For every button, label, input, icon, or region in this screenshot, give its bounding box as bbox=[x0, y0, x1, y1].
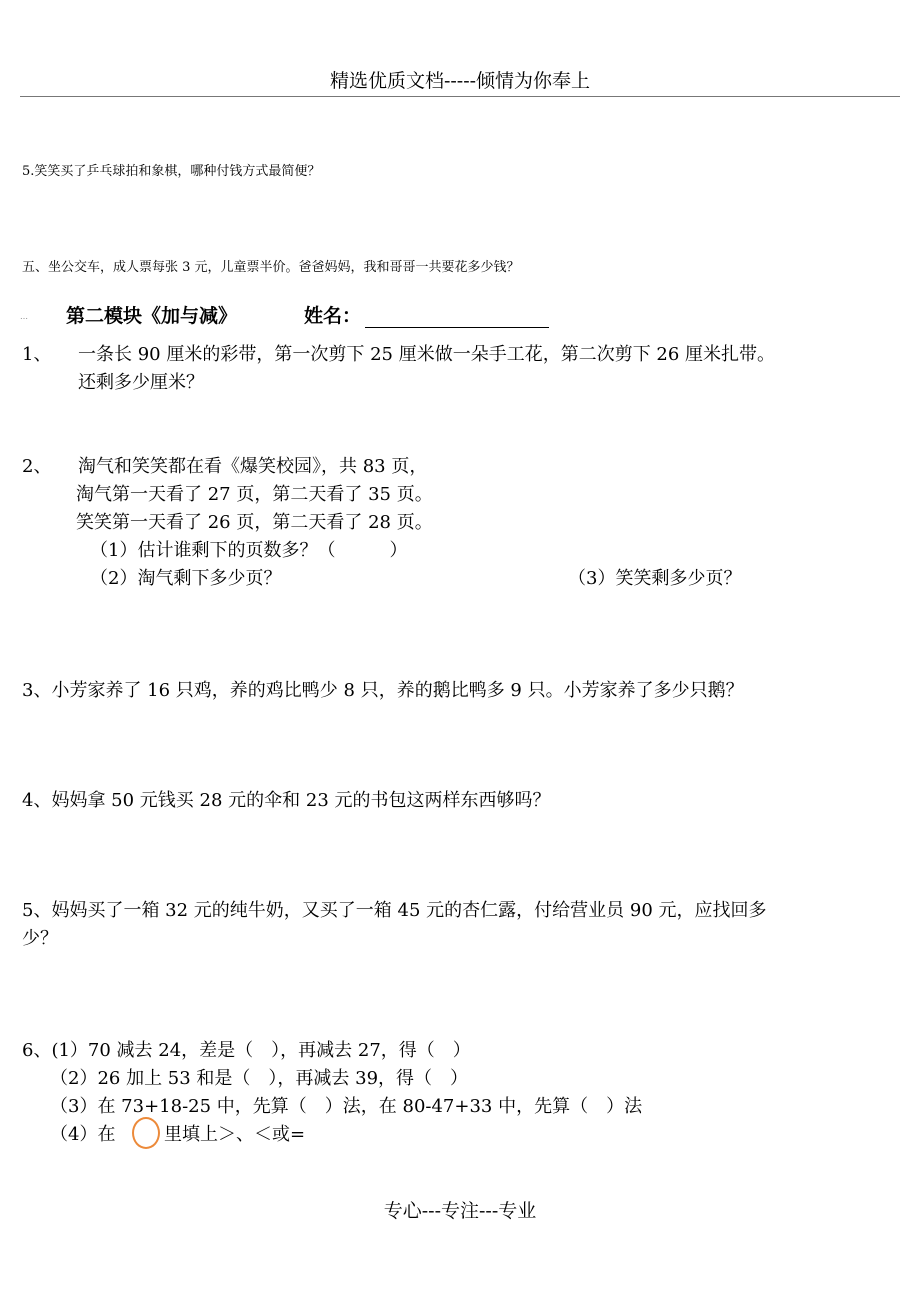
q3-text: 3、小芳家养了 16 只鸡，养的鸡比鸭少 8 只，养的鹅比鸭多 9 只。小芳家养了多少只鹅？ bbox=[22, 680, 744, 701]
module-mark: … bbox=[20, 312, 28, 321]
name-label: 姓名： bbox=[304, 305, 362, 327]
q6-line4-prefix: （4）在 bbox=[50, 1124, 116, 1145]
module-title: 第二模块《加与减》 bbox=[66, 305, 238, 327]
q6-line4-suffix: 里填上＞、＜或= bbox=[164, 1124, 306, 1145]
q2-sub2: （2）淘气剩下多少页？ bbox=[90, 568, 282, 589]
q1-line2: 还剩多少厘米？ bbox=[78, 372, 204, 393]
question-5-top: 5.笑笑买了乒乓球拍和象棋，哪种付钱方式最简便？ bbox=[22, 164, 321, 179]
q5-line1: 5、妈妈买了一箱 32 元的纯牛奶，又买了一箱 45 元的杏仁露，付给营业员 90 元，应找回多 bbox=[22, 900, 767, 921]
q5-line2: 少？ bbox=[22, 928, 58, 949]
q2-line3: 笑笑第一天看了 26 页，第二天看了 28 页。 bbox=[76, 512, 433, 533]
q6-line1: 6、(1）70 减去 24，差是（ ），再减去 27，得（ ） bbox=[22, 1040, 471, 1061]
q4-text: 4、妈妈拿 50 元钱买 28 元的伞和 23 元的书包这两样东西够吗？ bbox=[22, 790, 551, 811]
q1-number: 1、 bbox=[22, 344, 52, 365]
q2-sub3: （3）笑笑剩多少页？ bbox=[568, 568, 742, 589]
q1-line1: 一条长 90 厘米的彩带，第一次剪下 25 厘米做一朵手工花，第二次剪下 26 厘米扎带。 bbox=[78, 344, 776, 365]
name-field bbox=[304, 301, 549, 328]
q6-line3: （3）在 73+18-25 中，先算（ ）法，在 80-47+33 中，先算（ ）法 bbox=[50, 1096, 643, 1117]
name-blank-line[interactable] bbox=[365, 307, 549, 328]
q2-line2: 淘气第一天看了 27 页，第二天看了 35 页。 bbox=[76, 484, 433, 505]
question-five: 五、坐公交车，成人票每张 3 元，儿童票半价。爸爸妈妈，我和哥哥一共要花多少钱？ bbox=[22, 260, 520, 275]
header-rule bbox=[20, 96, 900, 97]
page-footer: 专心---专注---专业 bbox=[383, 1200, 537, 1222]
q2-line1: 淘气和笑笑都在看《爆笑校园》，共 83 页， bbox=[78, 456, 428, 477]
q2-sub1: （1）估计谁剩下的页数多？（ ） bbox=[90, 540, 408, 561]
compare-circle-icon[interactable] bbox=[132, 1117, 160, 1149]
page-header: 精选优质文档-----倾情为你奉上 bbox=[329, 70, 591, 92]
q2-number: 2、 bbox=[22, 456, 52, 477]
q6-line2: （2）26 加上 53 和是（ ），再减去 39，得（ ） bbox=[50, 1068, 469, 1089]
